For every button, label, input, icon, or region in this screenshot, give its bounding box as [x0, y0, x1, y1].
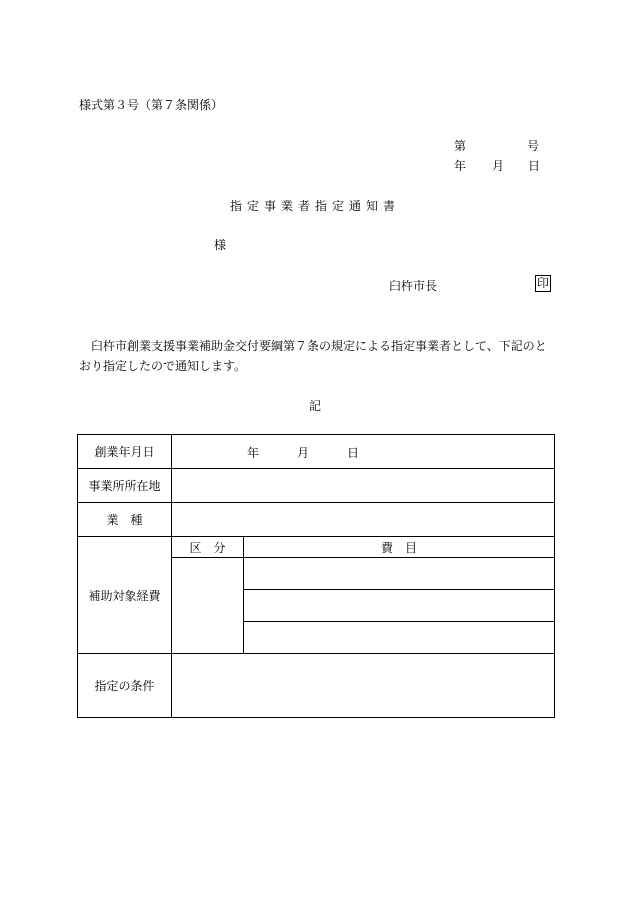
industry-value	[172, 503, 555, 537]
number-suffix: 号	[527, 139, 540, 153]
ki-heading: 記	[308, 399, 321, 413]
designation-table	[77, 434, 555, 718]
office-value	[172, 469, 555, 503]
start-date-value	[172, 435, 555, 469]
issue-date-day: 日	[528, 159, 541, 173]
document-title: 指定事業者指定通知書	[229, 199, 400, 213]
table-row	[78, 503, 555, 537]
body-text: 臼杵市創業支援事業補助金交付要綱第７条の規定による指定事業者として、下記のとおり指定したので通知します。	[79, 339, 547, 373]
table-row	[78, 537, 555, 558]
table-row	[78, 435, 555, 469]
conditions-value	[172, 654, 555, 718]
addressee-suffix: 様	[214, 238, 227, 252]
number-prefix: 第	[454, 139, 467, 153]
industry-label: 業 種	[78, 503, 172, 537]
start-date-month: 月	[297, 446, 310, 460]
table-row	[78, 654, 555, 718]
seal-mark: 印	[537, 276, 550, 290]
start-date-label: 創業年月日	[78, 435, 172, 469]
issue-date-year: 年	[454, 159, 467, 173]
start-date-year: 年	[247, 446, 260, 460]
item-header: 費 目	[244, 537, 555, 558]
category-value	[172, 558, 244, 654]
office-label: 事業所所在地	[78, 469, 172, 503]
expense-label: 補助対象経費	[78, 537, 172, 654]
issue-date-month: 月	[492, 159, 505, 173]
issuer-name: 臼杵市長	[389, 279, 438, 293]
item-value-1	[244, 558, 555, 590]
form-number: 様式第３号（第７条関係）	[79, 98, 224, 112]
start-date-day: 日	[347, 446, 360, 460]
item-value-3	[244, 622, 555, 654]
item-value-2	[244, 590, 555, 622]
category-header: 区 分	[172, 537, 244, 558]
conditions-label: 指定の条件	[78, 654, 172, 718]
table-row	[78, 469, 555, 503]
